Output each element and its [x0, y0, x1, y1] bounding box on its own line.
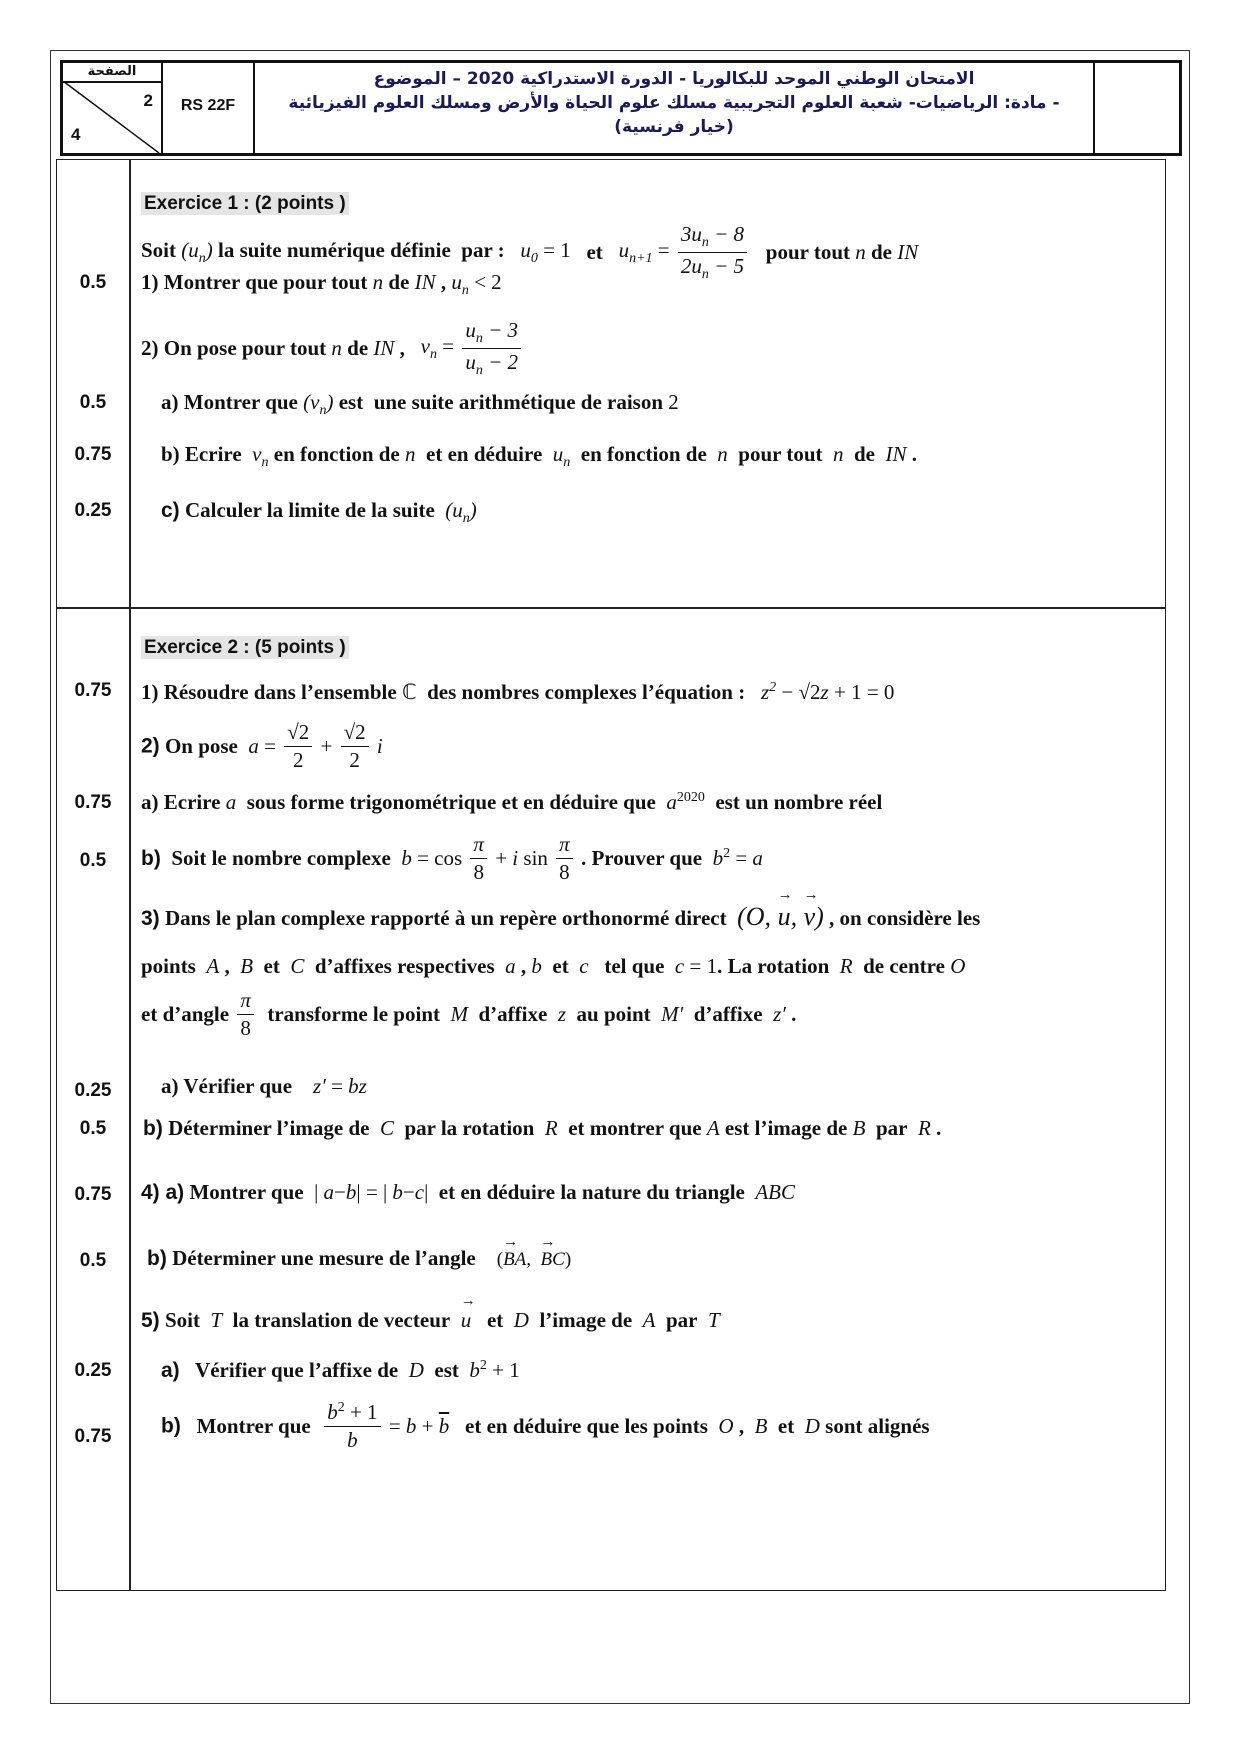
ex2-q2b: b) Soit le nombre complexe b = cos $\frac{\pi}{8}$ + i sin $\frac{\pi}{8}$ . Prouver que $b^2 = a$ [141, 832, 763, 884]
points-ex2-q5a: 0.25 [74, 1360, 112, 1381]
ex2-q2a: a) Ecrire a sous forme trigonométrique et en déduire que $a^{2020}$ est un nombre réel [141, 790, 883, 814]
title-line-3: (خيار فرنسية) [614, 117, 734, 137]
title-line-1: الامتحان الوطني الموحد للبكالوريا - الدورة الاستدراكية 2020 – الموضوع [373, 69, 975, 89]
points-ex2-q2b: 0.5 [79, 850, 107, 871]
ex2-q5a: a) Vérifier que l’affixe de D est $b^2 + 1$ [161, 1358, 520, 1382]
ex2-q4b: b) Déterminer une mesure de l’angle (→ BA, → BC) [147, 1246, 571, 1271]
points-ex2-q3b: 0.5 [79, 1118, 107, 1139]
points-ex2-q4a: 0.75 [74, 1184, 112, 1205]
page-number-cell [63, 63, 163, 153]
exercise-separator [57, 607, 1165, 609]
page-total: 4 [71, 125, 81, 144]
points-ex2-q3a: 0.25 [74, 1080, 112, 1101]
ex2-q3-line3: et d’angle $\frac{\pi}{8}$ transforme le point M d’affixe z au point M′ d’affixe z′ . [141, 988, 797, 1040]
points-ex2-q4b: 0.5 [79, 1250, 107, 1271]
ex2-q3-line2: points A , B et C d’affixes respectives a , b et c tel que c = 1. La rotation R de centre O [141, 954, 966, 978]
points-ex1-qa: 0.5 [79, 392, 107, 413]
ex2-q3-line1: 3) Dans le plan complexe rapporté à un repère orthonormé direct (O, → u, → v) , on considère les [141, 902, 980, 932]
ex1-q1: 1) Montrer que pour tout n de IN , $u_n < 2$ [141, 270, 502, 299]
points-ex1-qc: 0.25 [74, 500, 112, 521]
points-ex1-qb: 0.75 [74, 444, 112, 465]
exam-code: RS 22F [163, 63, 255, 153]
page-number: 2 [143, 91, 153, 110]
points-ex2-q2a: 0.75 [74, 792, 112, 813]
points-ex2-q1: 0.75 [74, 680, 112, 701]
blank-cell [1095, 63, 1179, 153]
points-ex1-q1: 0.5 [79, 272, 107, 293]
ex1-qa: a) Montrer que $(v_n)$ est une suite arithmétique de raison 2 [161, 390, 679, 419]
ex2-q2: 2) On pose a = $\frac{√2}{2}$ + $\frac{√2}{2}$ i [141, 720, 383, 772]
exam-title [255, 63, 1095, 153]
points-ex2-q5b: 0.75 [74, 1426, 112, 1447]
ex1-title: Exercice 1 : (2 points ) [141, 190, 349, 215]
ex1-intro: Soit $(u_n)$ la suite numérique définie par : $u_0 = 1$ et $u_{n+1}$ = $\frac{3u_n - 8}{2u_n - 5}$ pour tout n de IN [141, 222, 919, 283]
ex1-qc: c) Calculer la limite de la suite $(u_n)$ [161, 498, 477, 527]
ex2-q3b: b) Déterminer l’image de C par la rotation R et montrer que A est l’image de B par R . [143, 1116, 942, 1140]
title-line-2: - مادة: الرياضيات- شعبة العلوم التجريبية مسلك علوم الحياة والأرض ومسلك العلوم الفيزيائية [288, 93, 1060, 113]
ex2-q5b: b) Montrer que $\frac{b^2 + 1}{b}$ = $b + \overline{b}$ et en déduire que les points O , B et D sont alignés [161, 1400, 930, 1452]
ex1-q2: 2) On pose pour tout n de IN , $v_n$ = $\frac{u_n - 3}{u_n - 2}$ [141, 318, 524, 379]
ex1-qb: b) Ecrire $v_n$ en fonction de n et en déduire $u_n$ en fonction de n pour tout n de IN . [161, 442, 917, 471]
ex2-q5: 5) Soit T la translation de vecteur → u et D l’image de A par T [141, 1308, 720, 1333]
ex2-q3a: a) Vérifier que z′ = bz [161, 1074, 367, 1098]
page-label: الصفحة [63, 63, 161, 83]
ex2-q4a: 4) a) Montrer que | a−b| = | b−c| et en déduire la nature du triangle ABC [141, 1180, 796, 1204]
ex2-title: Exercice 2 : (5 points ) [141, 634, 349, 659]
exam-header [60, 60, 1182, 156]
ex2-q1: 1) Résoudre dans l’ensemble ℂ des nombres complexes l’équation : $z^2 - √2z + 1 = 0$ [141, 680, 895, 704]
exercise-table [56, 159, 1166, 1591]
points-column-divider [129, 160, 131, 1590]
